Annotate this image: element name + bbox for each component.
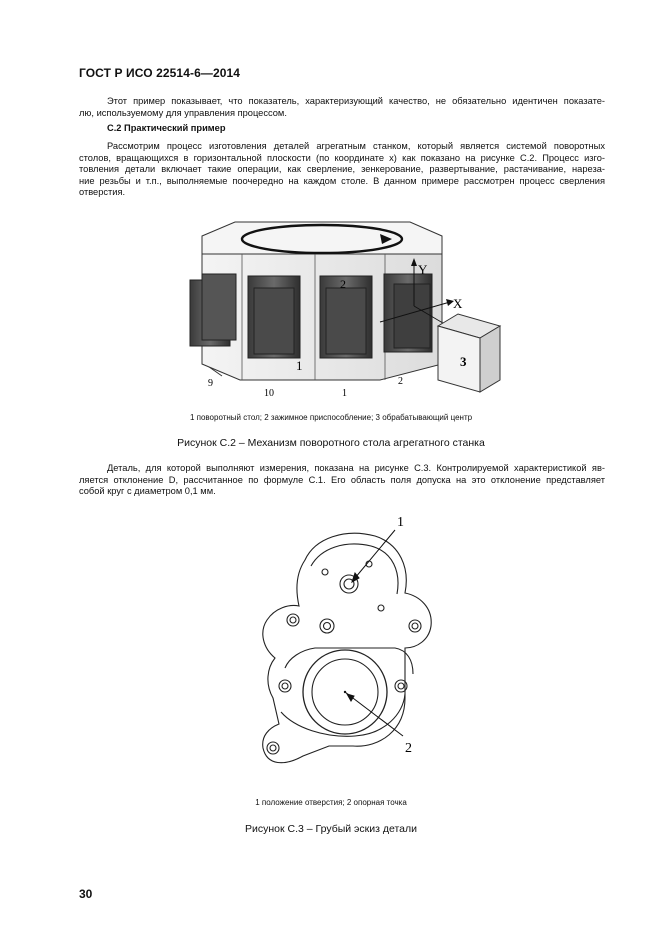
- label-2-point: 2: [405, 741, 412, 756]
- label-1-table: 1: [296, 358, 303, 373]
- label-y-axis: Y: [418, 262, 428, 277]
- part-outline: [263, 533, 432, 762]
- section-line-5: отверстия.: [79, 187, 126, 198]
- figure-c2-rotary-table: [180, 214, 510, 404]
- label-10: 10: [264, 388, 274, 399]
- reference-point: [344, 691, 346, 693]
- label-2-fixture: 2: [340, 277, 346, 291]
- intro-line-2: лю, используемому для управления процессом.: [79, 107, 287, 118]
- page-number: 30: [79, 887, 93, 901]
- detail-paragraph: [79, 463, 605, 498]
- figure-c2-legend: 1 поворотный стол; 2 зажимное приспособление; 3 обрабатывающий центр: [189, 413, 473, 422]
- section-line-3: товления детали включает такие операции, как сверление, зенкерование, развертывание, растачивание, нареза-: [79, 164, 605, 175]
- leader-lines: [345, 530, 403, 736]
- detail-line-1: Деталь, для которой выполняют измерения, показана на рисунке С.3. Контролируемой характеристикой яв-: [107, 463, 605, 473]
- intro-paragraph: [79, 96, 605, 119]
- detail-line-3: собой круг с диаметром 0,1 мм.: [79, 486, 216, 497]
- detail-line-2: ляется отклонение D, рассчитанное по формуле С.1. Его область поля допуска на это отклонение представляет: [79, 474, 605, 485]
- document-header: ГОСТ Р ИСО 22514-6—2014: [79, 66, 241, 80]
- label-x-axis: X: [453, 296, 463, 311]
- figure-c2-caption: Рисунок С.2 – Механизм поворотного стола агрегатного станка: [177, 437, 485, 449]
- section-line-1: Рассмотрим процесс изготовления деталей агрегатным станком, который является системой поворотных: [107, 141, 605, 151]
- label-2-bottom: 2: [398, 376, 403, 387]
- intro-line-1: Этот пример показывает, что показатель, характеризующий качество, не обязательно идентичен показате-: [107, 96, 605, 106]
- section-paragraph: [79, 141, 605, 199]
- section-line-4: ние резьбы и т.п., выполняемые поочередно на каждом столе. В данном примере рассмотрен процесс сверления: [79, 175, 605, 186]
- label-1-bottom: 1: [342, 388, 347, 399]
- figure-c3-caption: Рисунок С.3 – Грубый эскиз детали: [245, 823, 417, 835]
- label-1-hole: 1: [397, 515, 404, 530]
- figure-c3-part-sketch: [245, 508, 435, 790]
- label-3-center: 3: [460, 354, 467, 369]
- label-9: 9: [208, 378, 213, 389]
- section-line-2: столов, вращающихся в горизонтальной плоскости (по координате x) как показано на рисунке С.2. Процесс изго-: [79, 152, 605, 163]
- machining-center: [438, 314, 500, 392]
- section-heading: С.2 Практический пример: [107, 123, 226, 133]
- figure-c3-legend: 1 положение отверстия; 2 опорная точка: [255, 798, 407, 807]
